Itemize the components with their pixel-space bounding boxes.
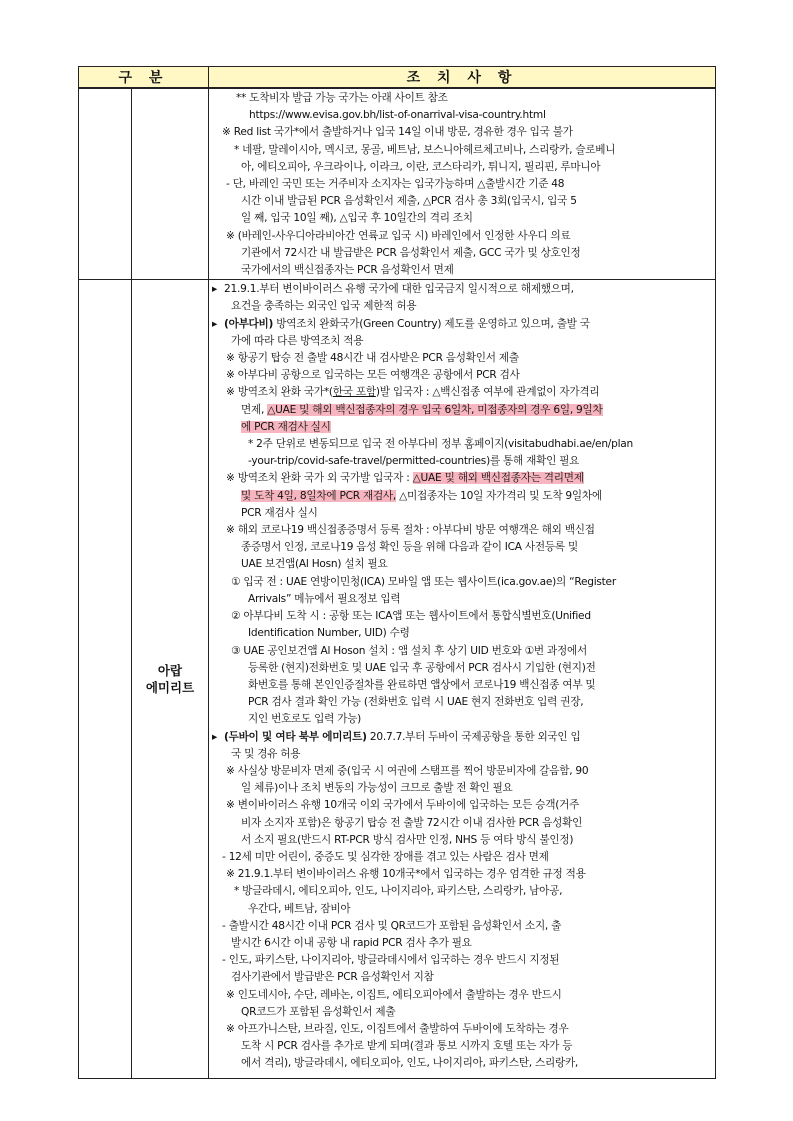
blank-cell — [79, 88, 132, 280]
text-line — [212, 124, 711, 141]
text-line — [212, 470, 711, 487]
text-segment: 에서 격리), 방글라데시, 에티오피아, 인도, 나이지리아, 파키스탄, 스리랑카, — [241, 1057, 579, 1070]
text-line — [212, 281, 711, 298]
text-segment: ※ (바레인-사우디아라비아간 연륙교 입국 시) 바레인에서 인정한 사우디 의료 — [226, 229, 571, 242]
text-line — [212, 436, 711, 453]
text-segment: 아, 에티오피아, 우크라이나, 이라크, 이란, 코스타리카, 튀니지, 필리핀, 루마니아 — [241, 160, 601, 173]
text-line — [212, 677, 711, 694]
text-line — [212, 608, 711, 625]
text-line — [212, 643, 711, 660]
measures-cell — [209, 88, 716, 280]
text-segment: Arrivals” 메뉴에서 필요정보 입력 — [248, 592, 401, 605]
text-line — [212, 193, 711, 210]
text-line — [212, 883, 711, 900]
highlighted-text: △UAE 및 해외 백신접종자의 경우 입국 6일차, 미접종자의 경우 6일, 9일차 — [267, 403, 603, 416]
text-line — [212, 1038, 711, 1055]
region-cell — [132, 280, 209, 1079]
text-segment: ※ 사실상 방문비자 면제 중(입국 시 여권에 스탬프를 찍어 방문비자에 갈음함, 90 — [226, 764, 589, 777]
text-line — [212, 176, 711, 193]
text-line — [212, 350, 711, 367]
highlighted-text: △UAE 및 해외 백신접종자는 격리면제 — [412, 472, 584, 485]
text-segment: 우간다, 베트남, 잠비아 — [248, 902, 351, 915]
text-segment: ※ 아부다비 공항으로 입국하는 모든 여행객은 공항에서 PCR 검사 — [226, 369, 520, 382]
text-line — [212, 142, 711, 159]
text-segment: ② 아부다비 도착 시 : 공항 또는 ICA앱 또는 웹사이트에서 통합식별번호(Unified — [231, 610, 591, 623]
text-line — [212, 901, 711, 918]
text-segment: ③ UAE 공인보건앱 Al Hoson 설치 : 앱 설치 후 상기 UID 번호와 ①번 과정에서 — [231, 644, 587, 657]
text-segment: 국가에서의 백신접종자는 PCR 음성확인서 면제 — [241, 264, 454, 277]
text-line — [212, 660, 711, 677]
text-segment: 일 체류)이나 조치 변동의 가능성이 크므로 출발 전 확인 필요 — [241, 782, 513, 795]
measures-table — [78, 66, 716, 1079]
text-segment: ※ Red list 국가*에서 출발하거나 입국 14일 이내 방문, 경유한 경우 입국 불가 — [222, 126, 573, 139]
text-segment: 비자 소지자 포함)은 항공기 탑승 전 출발 72시간 이내 검사한 PCR 음성확인 — [241, 816, 583, 829]
text-segment: 면제, — [241, 403, 268, 416]
header-measures: 조 치 사 항 — [209, 67, 716, 89]
text-segment: ※ 항공기 탑승 전 출발 48시간 내 검사받은 PCR 음성확인서 제출 — [226, 352, 519, 365]
text-segment: https://www.evisa.gov.bh/list-of-onarrival-visa-country.html — [249, 109, 546, 122]
text-segment: 가에 따라 다른 방역조치 적용 — [231, 334, 364, 347]
region-cell — [132, 88, 209, 280]
text-line — [212, 316, 711, 333]
bold-label: (아부다비) — [224, 317, 274, 330]
text-segment: Identification Number, UID) 수령 — [248, 627, 410, 640]
text-segment: QR코드가 포함된 음성확인서 제출 — [241, 1005, 396, 1018]
text-line — [212, 711, 711, 728]
text-segment: △미접종자는 10일 자가격리 및 도착 9일차에 — [396, 489, 602, 502]
text-line — [212, 935, 711, 952]
bullet-icon: ▸ — [212, 283, 218, 296]
text-segment: 종증명서 인정, 코로나19 음성 확인 등을 위해 다음과 같이 ICA 사전등록 및 — [241, 541, 578, 554]
text-segment: ※ 방역조치 완화 국가 외 국가발 입국자 : — [226, 472, 413, 485]
text-line — [212, 298, 711, 315]
text-segment: * 방글라데시, 에티오피아, 인도, 나이지리아, 파키스탄, 스리랑카, 남아공, — [234, 885, 563, 898]
text-line — [212, 384, 711, 401]
text-segment: 요건을 충족하는 외국인 입국 제한적 허용 — [231, 300, 417, 313]
bullet-icon: ▸ — [212, 730, 218, 743]
text-line — [212, 453, 711, 470]
text-line — [212, 969, 711, 986]
text-segment: 일 째, 입국 10일 째), △입국 후 10일간의 격리 조치 — [241, 212, 473, 225]
text-line — [212, 107, 711, 124]
table-row — [79, 88, 716, 280]
header-category: 구 분 — [79, 67, 209, 89]
text-segment: 발시간 6시간 이내 공항 내 rapid PCR 검사 추가 필요 — [231, 936, 472, 949]
text-segment: 지인 번호로도 입력 가능) — [248, 713, 362, 726]
text-line — [212, 90, 711, 107]
text-line — [212, 402, 711, 419]
text-line — [212, 780, 711, 797]
text-segment: 국 및 경유 허용 — [231, 747, 301, 760]
blank-cell — [79, 280, 132, 1079]
text-line — [212, 419, 711, 436]
text-line — [212, 694, 711, 711]
bold-label: (두바이 및 여타 북부 에미리트) — [224, 730, 367, 743]
bullet-icon: ▸ — [212, 317, 218, 330]
text-segment: 서 소지 필요(반드시 RT-PCR 방식 검사만 인정, NHS 등 여타 방식 불인정) — [241, 833, 574, 846]
text-line — [212, 228, 711, 245]
text-line — [212, 625, 711, 642]
text-segment: 기관에서 72시간 내 발급받은 PCR 음성확인서 제출, GCC 국가 및 상호인정 — [241, 246, 581, 259]
text-segment: 등록한 (현지)전화번호 및 UAE 입국 후 공항에서 PCR 검사시 기입한 (현지)전 — [248, 661, 596, 674]
text-line — [212, 763, 711, 780]
text-line — [212, 1004, 711, 1021]
text-line — [212, 591, 711, 608]
region-name: 아랍 에미리트 — [145, 663, 195, 696]
text-segment: UAE 보건앱(Al Hosn) 설치 필요 — [241, 558, 388, 571]
text-segment: PCR 검사 결과 확인 가능 (전화번호 입력 시 UAE 현지 전화번호 입력 권장, — [248, 696, 584, 709]
text-segment: 시간 이내 발급된 PCR 음성확인서 제출, △PCR 검사 총 3회(입국시, 입국 5 — [241, 195, 577, 208]
text-segment: 도착 시 PCR 검사를 추가로 받게 되며(결과 통보 시까지 호텔 또는 자가 등 — [241, 1040, 573, 1053]
text-segment: 21.9.1.부터 변이바이러스 유행 국가에 대한 입국금지 일시적으로 해제했으며, — [224, 283, 574, 296]
text-segment: 검사기관에서 발급받은 PCR 음성확인서 지참 — [231, 971, 434, 984]
text-line — [212, 746, 711, 763]
text-line — [212, 918, 711, 935]
text-segment: - 출발시간 48시간 이내 PCR 검사 및 QR코드가 포함된 음성확인서 소지, 출 — [222, 919, 562, 932]
text-line — [212, 987, 711, 1004]
text-segment: * 네팔, 말레이시아, 멕시코, 몽골, 베트남, 보스니아헤르체고비나, 스리랑카, 슬로베니 — [234, 143, 616, 156]
text-segment: ※ 방역조치 완화 국가*( — [226, 386, 333, 399]
text-line — [212, 210, 711, 227]
text-line — [212, 729, 711, 746]
text-segment: 방역조치 완화국가(Green Country) 제도를 운영하고 있으며, 출발 국 — [273, 317, 590, 330]
text-segment: ※ 아프가니스탄, 브라질, 인도, 이집트에서 출발하여 두바이에 도착하는 경우 — [226, 1022, 569, 1035]
text-line — [212, 245, 711, 262]
text-segment: ※ 해외 코로나19 백신접종증명서 등록 절차 : 아부다비 방문 여행객은 해외 백신접 — [226, 524, 595, 537]
text-segment: * 2주 단위로 변동되므로 입국 전 아부다비 정부 홈페이지(visitabudhabi.ae/en/plan — [248, 438, 633, 451]
text-line — [212, 797, 711, 814]
text-line — [212, 556, 711, 573]
text-line — [212, 1021, 711, 1038]
text-line — [212, 262, 711, 279]
text-segment: )발 입국자 : △백신접종 여부에 관계없이 자가격리 — [375, 386, 600, 399]
text-line — [212, 539, 711, 556]
text-segment: PCR 재검사 실시 — [241, 506, 318, 519]
text-segment: ※ 변이바이러스 유행 10개국 이외 국가에서 두바이에 입국하는 모든 승객(거주 — [226, 799, 580, 812]
highlighted-text: 에 PCR 재검사 실시 — [241, 420, 331, 433]
measures-cell — [209, 280, 716, 1079]
table-header — [79, 67, 716, 89]
text-segment: - 인도, 파키스탄, 나이지리아, 방글라데시에서 입국하는 경우 반드시 지정된 — [222, 954, 560, 967]
text-line — [212, 505, 711, 522]
text-line — [212, 488, 711, 505]
underlined-text: 한국 포함 — [332, 386, 376, 399]
text-line — [212, 367, 711, 384]
table-row — [79, 280, 716, 1079]
text-line — [212, 522, 711, 539]
text-segment: ** 도착비자 발급 가능 국가는 아래 사이트 참조 — [236, 92, 448, 104]
text-line — [212, 832, 711, 849]
text-line — [212, 866, 711, 883]
text-line — [212, 159, 711, 176]
text-segment: - 단, 바레인 국민 또는 거주비자 소지자는 입국가능하며 △출발시간 기준 48 — [226, 178, 565, 191]
text-segment: 20.7.7.부터 두바이 국제공항을 통한 외국인 입 — [366, 730, 581, 743]
text-segment: 화번호를 통해 본인인증절차를 완료하면 앱상에서 코로나19 백신접종 여부 및 — [248, 678, 596, 691]
highlighted-text: 및 도착 4일, 8일차에 PCR 재검사, — [241, 489, 397, 502]
text-line — [212, 333, 711, 350]
text-line — [212, 952, 711, 969]
text-line — [212, 815, 711, 832]
text-line — [212, 1055, 711, 1072]
text-segment: - 12세 미만 어린이, 중증도 및 심각한 장애를 겪고 있는 사람은 검사 면제 — [222, 850, 549, 863]
text-segment: -your-trip/covid-safe-travel/permitted-countries)를 통해 재확인 필요 — [248, 455, 580, 468]
text-segment: ※ 21.9.1.부터 변이바이러스 유행 10개국*에서 입국하는 경우 엄격한 규정 적용 — [226, 868, 586, 881]
text-line — [212, 574, 711, 591]
text-segment: ※ 인도네시아, 수단, 레바논, 이집트, 에티오피아에서 출발하는 경우 반드시 — [226, 988, 562, 1001]
text-segment: ① 입국 전 : UAE 연방이민청(ICA) 모바일 앱 또는 웹사이트(ica.gov.ae)의 “Register — [231, 575, 616, 588]
text-line — [212, 849, 711, 866]
